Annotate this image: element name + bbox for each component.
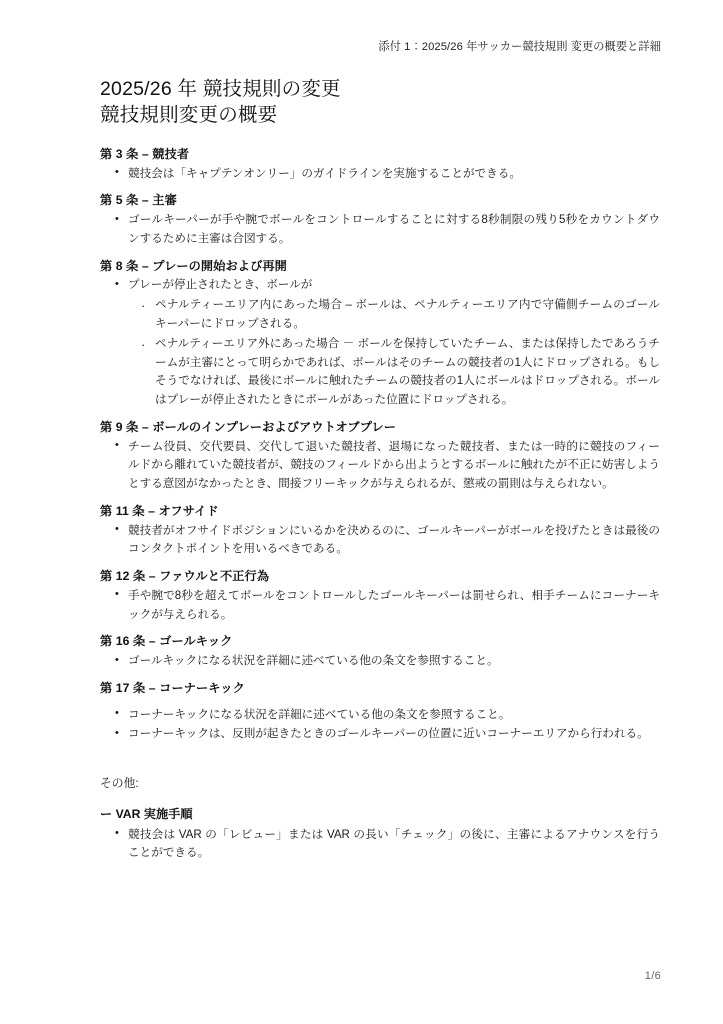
law-section-heading: 第 17 条 – コーナーキック bbox=[100, 680, 245, 695]
law-section bbox=[100, 633, 660, 670]
law-bullet-item bbox=[100, 276, 660, 409]
law-subbullet-item bbox=[128, 296, 660, 334]
document-title-line-1: 2025/26 年 競技規則の変更 bbox=[100, 78, 341, 100]
law-bullet-text: 競技者がオフサイドポジションにいるかを決めるのに、ゴールキーパーがボールを投げたときは最後のコンタクトポイントを用いるべきである。 bbox=[128, 523, 660, 556]
other-subsection-heading: ー VAR 実施手順 bbox=[100, 807, 193, 821]
document-body bbox=[100, 146, 660, 864]
law-section bbox=[100, 680, 660, 744]
law-section-heading: 第 12 条 – ファウルと不正行為 bbox=[100, 569, 270, 584]
law-bullet-text: ゴールキーパーが手や腕でボールをコントロールすることに対する8秒制限の残り5秒をカウントダウンするために主審は合図する。 bbox=[128, 213, 660, 245]
law-section-heading: 第 3 条 – 競技者 bbox=[100, 147, 190, 161]
law-section bbox=[100, 419, 660, 494]
law-bullet-text: 競技会は「キャプテンオンリー」のガイドラインを実施することができる。 bbox=[128, 166, 521, 180]
law-bullet-item bbox=[100, 438, 660, 494]
law-bullet-item bbox=[100, 522, 660, 560]
other-bullet-text: 競技会は VAR の「レビュー」または VAR の長い「チェック」の後に、主審によるアナウンスを行うことができる。 bbox=[128, 827, 660, 860]
law-subbullet-list bbox=[128, 296, 660, 410]
law-section-heading: 第 16 条 – ゴールキック bbox=[100, 634, 233, 649]
law-bullet-item bbox=[100, 211, 660, 249]
law-bullet-text: 手や腕で8秒を超えてボールをコントロールしたゴールキーパーは罰せられ、相手チームにコーナーキックが与えられる。 bbox=[128, 588, 660, 621]
law-bullet-list bbox=[100, 706, 660, 745]
law-bullet-item bbox=[100, 165, 660, 184]
law-bullet-list bbox=[100, 522, 660, 560]
law-bullet-text: コーナーキックになる状況を詳細に述べている他の条文を参照すること。 bbox=[128, 707, 511, 721]
law-section bbox=[100, 258, 660, 410]
other-section-label: その他: bbox=[100, 776, 139, 791]
law-section bbox=[100, 146, 660, 183]
law-bullet-list bbox=[100, 165, 660, 184]
law-bullet-list bbox=[100, 211, 660, 249]
law-bullet-item bbox=[100, 725, 660, 744]
other-bullet-item bbox=[100, 826, 660, 864]
page-number: 1/6 bbox=[644, 970, 661, 982]
law-bullet-item bbox=[100, 587, 660, 625]
law-bullet-list bbox=[100, 652, 660, 671]
law-bullet-list bbox=[100, 587, 660, 625]
law-subbullet-text: ペナルティーエリア外にあった場合 － ボールを保持していたチーム、または保持したであろうチームが主審にとって明らかであれば、ボールはそのチームの競技者の1人にドロップされる。もしそうでなければ、最後にボールに触れたチームの競技者の1人にボールはドロップされる。ボールはプレーが停止されたときにボールがあった位置にドロップされる。 bbox=[155, 336, 660, 407]
law-bullet-list bbox=[100, 276, 660, 409]
law-section bbox=[100, 192, 660, 248]
law-bullet-text: プレーが停止されたとき、ボールが bbox=[128, 278, 313, 292]
law-section-heading: 第 5 条 – 主審 bbox=[100, 193, 177, 208]
law-bullet-text: コーナーキックは、反則が起きたときのゴールキーパーの位置に近いコーナーエリアから行われる。 bbox=[128, 727, 649, 741]
law-section bbox=[100, 568, 660, 624]
law-section bbox=[100, 503, 660, 559]
law-section-heading: 第 9 条 – ボールのインプレーおよびアウトオブプレー bbox=[100, 419, 397, 434]
law-subbullet-item bbox=[128, 335, 660, 410]
document-title-block bbox=[100, 76, 661, 128]
law-subbullet-text: ペナルティーエリア内にあった場合 – ボールは、ペナルティーエリア内で守備側チームのゴールキーパーにドロップされる。 bbox=[155, 298, 660, 330]
document-title-line-2: 競技規則変更の概要 bbox=[100, 104, 278, 127]
law-bullet-item bbox=[100, 706, 660, 725]
other-bullet-list bbox=[100, 826, 660, 864]
running-header: 添付 1：2025/26 年サッカー競技規則 変更の概要と詳細 bbox=[378, 41, 661, 53]
law-section-heading: 第 8 条 – プレーの開始および再開 bbox=[100, 258, 287, 273]
law-section-heading: 第 11 条 – オフサイド bbox=[100, 503, 219, 518]
law-bullet-text: ゴールキックになる状況を詳細に述べている他の条文を参照すること。 bbox=[128, 654, 499, 668]
law-bullet-list bbox=[100, 438, 660, 494]
law-bullet-text: チーム役員、交代要員、交代して退いた競技者、退場になった競技者、または一時的に競技のフィールドから離れていた競技者が、競技のフィールドから出ようとするボールに触れたが不正に妨害しようとする意図がなかったとき、間接フリーキックが与えられるが、懲戒の罰則は与えられない。 bbox=[128, 439, 660, 491]
law-bullet-item bbox=[100, 652, 660, 671]
other-section bbox=[100, 774, 660, 863]
